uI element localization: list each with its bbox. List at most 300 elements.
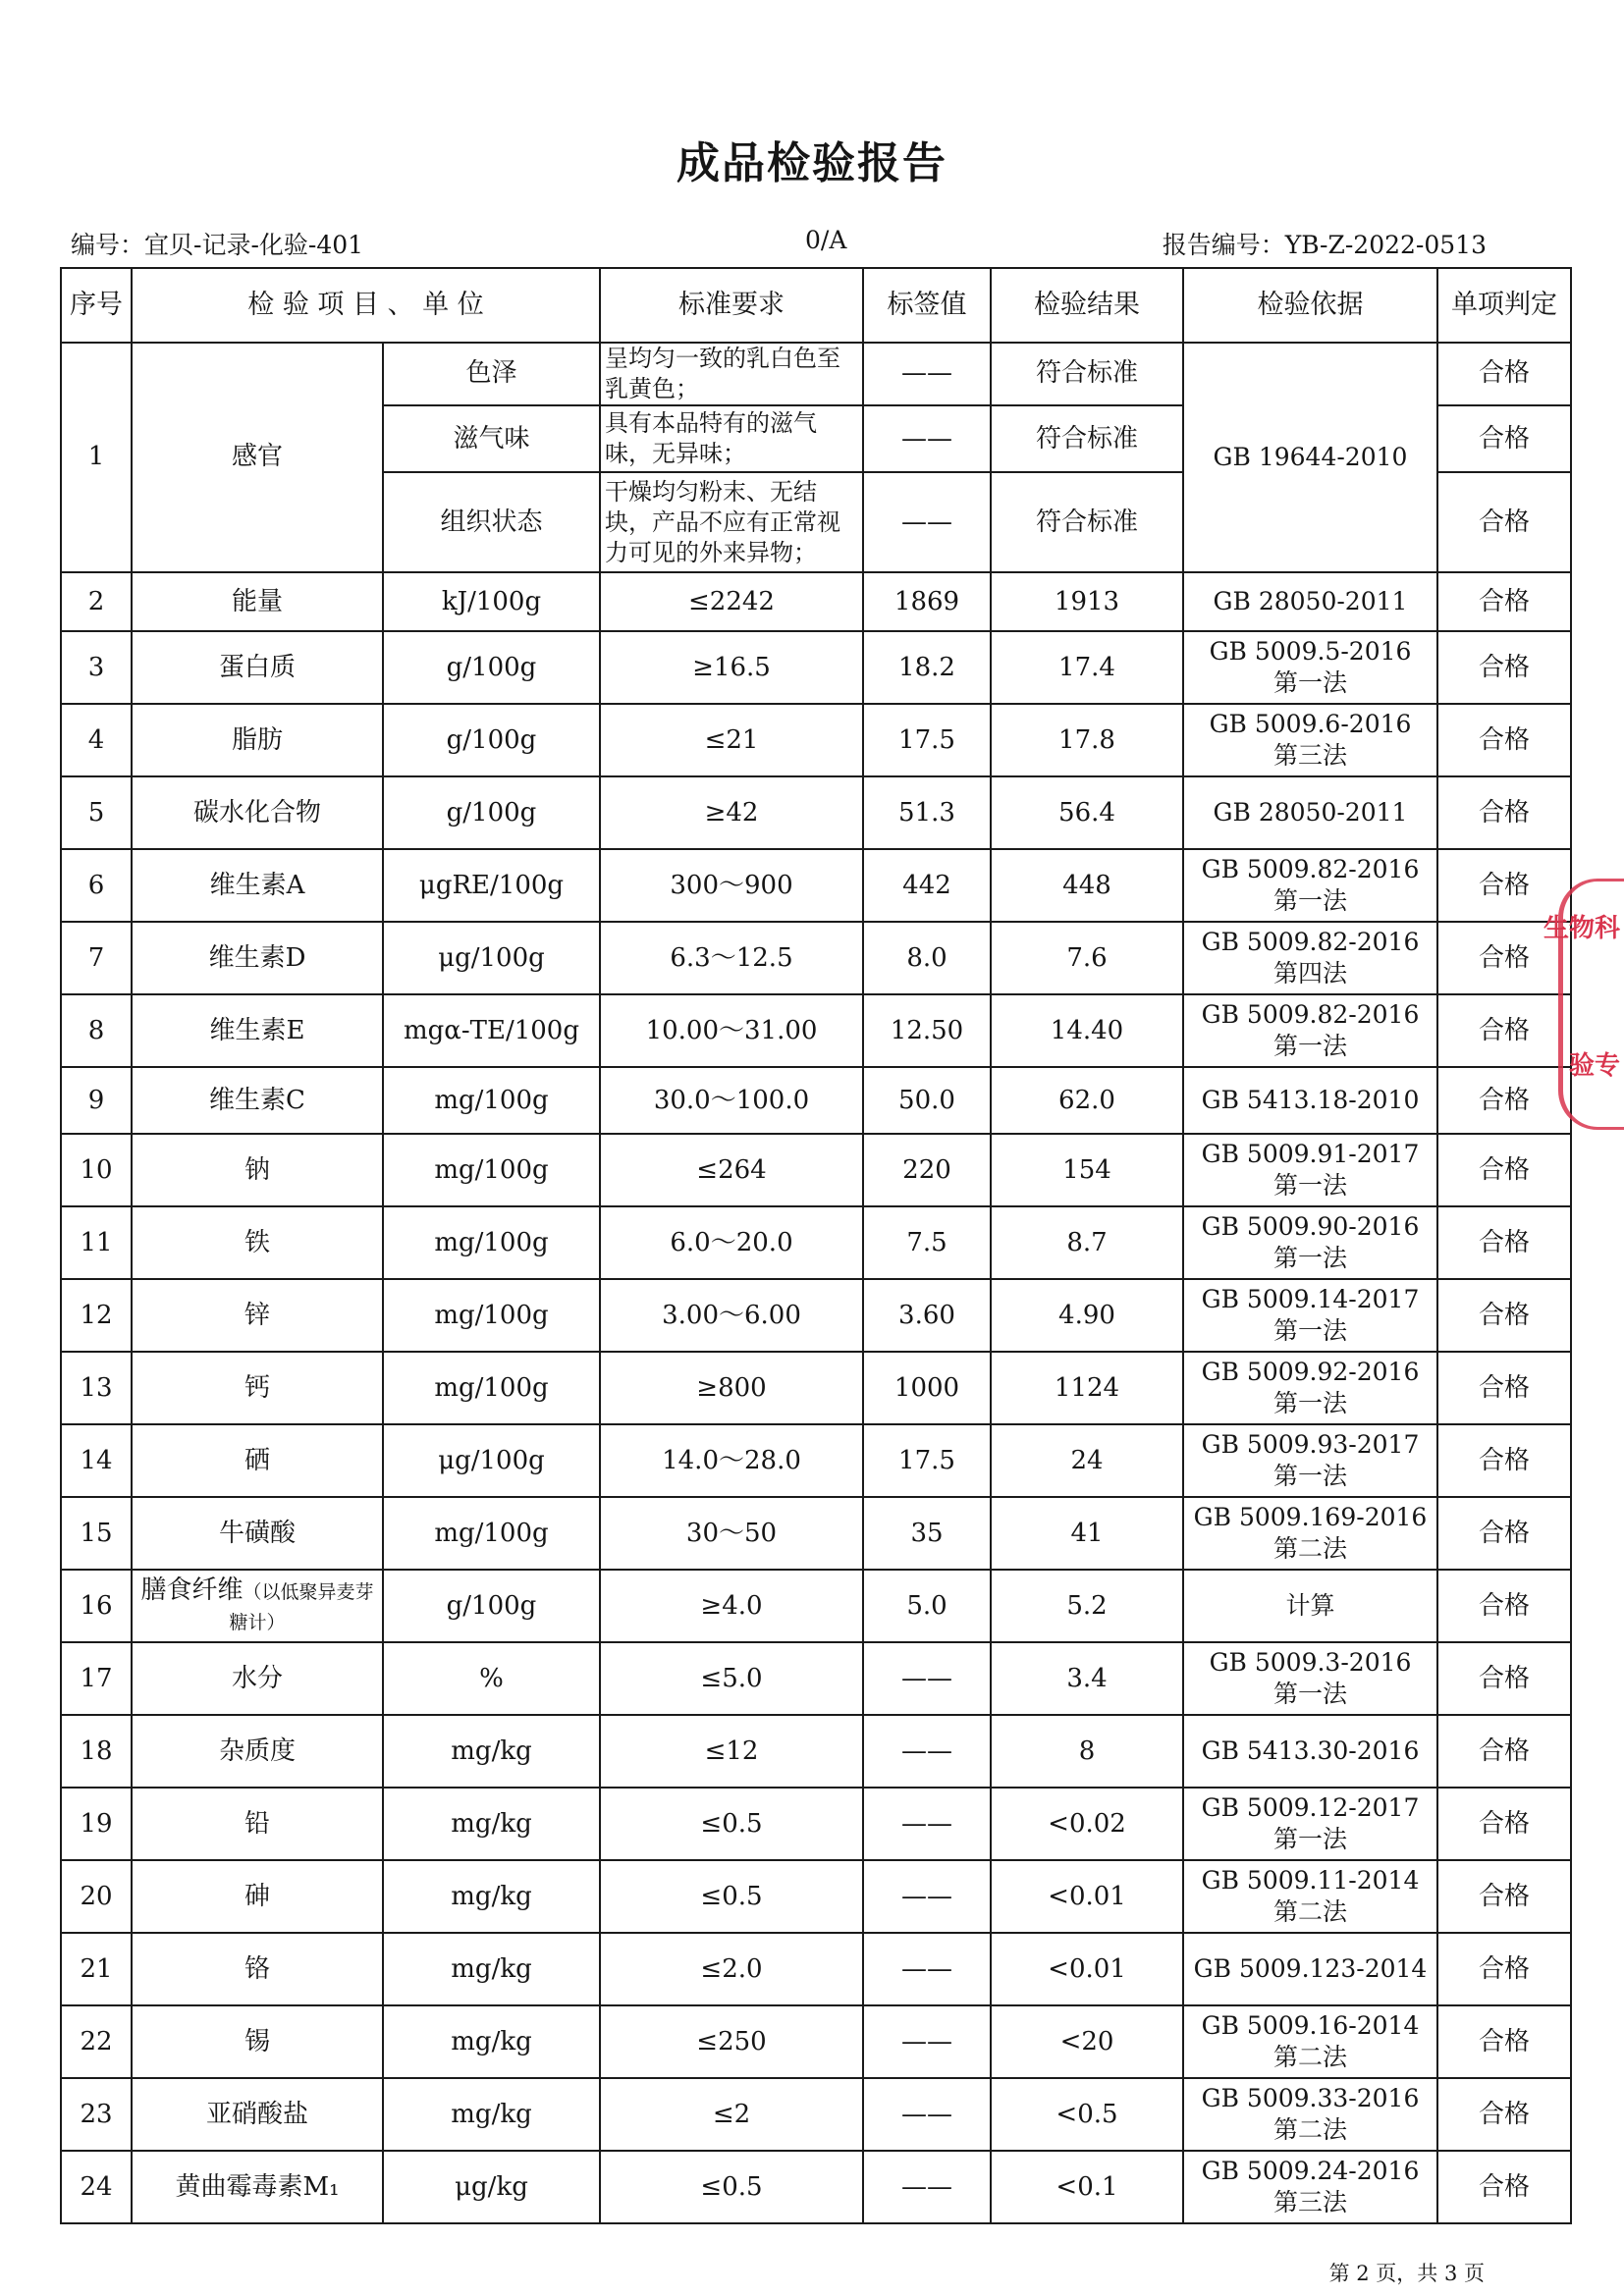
table-row [61, 1788, 1571, 1860]
row-basis-line: GB 5009.169-2016 [1193, 1502, 1428, 1531]
row-judgment: 合格 [1437, 631, 1571, 704]
row-item [132, 1352, 383, 1424]
row-seq: 17 [61, 1642, 132, 1715]
row-item [132, 1424, 383, 1497]
sensory-item: 感官 [132, 343, 383, 572]
row-basis-line: GB 5009.33-2016 [1201, 2083, 1420, 2112]
row-basis [1183, 776, 1437, 849]
row-result: 7.6 [991, 922, 1183, 994]
row-basis [1183, 922, 1437, 994]
row-item [132, 631, 383, 704]
row-label-value: —— [863, 1933, 991, 2005]
row-label-value: 17.5 [863, 704, 991, 776]
row-basis-line: 第二法 [1272, 2115, 1347, 2145]
row-unit: μg/kg [383, 2151, 600, 2223]
table-row [61, 1134, 1571, 1206]
row-item-name: 钙 [244, 1372, 270, 1403]
row-item-name: 铬 [244, 1953, 270, 1984]
row-unit: kJ/100g [383, 572, 600, 631]
row-label-value: —— [863, 1642, 991, 1715]
row-judgment: 合格 [1437, 1570, 1571, 1642]
col-header-result: 检验结果 [991, 268, 1183, 343]
row-item-name: 亚硝酸盐 [205, 2099, 308, 2129]
table-header-row [61, 268, 1571, 343]
row-result: 1124 [991, 1352, 1183, 1424]
row-unit: μg/100g [383, 1424, 600, 1497]
row-label-value: 1869 [863, 572, 991, 631]
row-basis-line: GB 5413.18-2010 [1201, 1086, 1420, 1115]
row-basis [1183, 2005, 1437, 2078]
row-item-name: 铁 [244, 1227, 270, 1257]
row-requirement: 14.0～28.0 [600, 1424, 863, 1497]
row-requirement: ≤12 [600, 1715, 863, 1788]
row-item-name: 脂肪 [231, 724, 283, 755]
row-item-name: 能量 [231, 586, 283, 616]
row-unit: mg/kg [383, 1933, 600, 2005]
row-basis-line: 第一法 [1272, 1244, 1347, 1273]
row-requirement: 3.00～6.00 [600, 1279, 863, 1352]
stamp-text-top: 生物科 [1543, 914, 1620, 943]
row-judgment: 合格 [1437, 1424, 1571, 1497]
row-basis [1183, 704, 1437, 776]
table-row [61, 1424, 1571, 1497]
row-basis-line: GB 5009.92-2016 [1201, 1357, 1420, 1386]
row-judgment: 合格 [1437, 922, 1571, 994]
row-judgment: 合格 [1437, 1067, 1571, 1134]
row-result: 5.2 [991, 1570, 1183, 1642]
row-basis-line: 第一法 [1272, 1316, 1347, 1346]
sensory-sub-flavor: 滋气味 [383, 405, 600, 472]
row-seq: 19 [61, 1788, 132, 1860]
row-basis [1183, 1067, 1437, 1134]
col-header-requirement: 标准要求 [600, 268, 863, 343]
table-row [61, 631, 1571, 704]
row-seq: 10 [61, 1134, 132, 1206]
row-requirement: ≤250 [600, 2005, 863, 2078]
row-requirement: ≤21 [600, 704, 863, 776]
sensory-label-color: —— [863, 343, 991, 405]
row-basis-line: 第一法 [1272, 1389, 1347, 1418]
row-basis-line: GB 5009.14-2017 [1201, 1284, 1420, 1313]
table-row [61, 1279, 1571, 1352]
row-item [132, 1134, 383, 1206]
row-judgment: 合格 [1437, 994, 1571, 1067]
row-unit: g/100g [383, 776, 600, 849]
row-judgment: 合格 [1437, 849, 1571, 922]
row-basis-line: GB 5009.11-2014 [1201, 1865, 1420, 1895]
row-item [132, 1933, 383, 2005]
row-unit: mg/100g [383, 1352, 600, 1424]
row-seq: 20 [61, 1860, 132, 1933]
row-item-name: 维生素C [209, 1085, 305, 1115]
row-seq: 13 [61, 1352, 132, 1424]
sensory-basis: GB 19644-2010 [1183, 343, 1437, 572]
row-item-name: 维生素E [209, 1015, 305, 1045]
sensory-req-color: 呈均匀一致的乳白色至乳黄色； [600, 343, 863, 405]
row-item-name: 维生素A [209, 870, 305, 900]
row-unit: mg/kg [383, 2005, 600, 2078]
record-number: 编号：宜贝-记录-化验-401 [71, 231, 364, 259]
row-unit: % [383, 1642, 600, 1715]
row-result: <0.01 [991, 1860, 1183, 1933]
version-number: 0/A [805, 226, 847, 254]
row-judgment: 合格 [1437, 1860, 1571, 1933]
row-basis-line: GB 28050-2011 [1213, 587, 1408, 616]
row-item-name: 杂质度 [218, 1735, 296, 1766]
row-basis [1183, 1424, 1437, 1497]
row-unit: mgα-TE/100g [383, 994, 600, 1067]
row-item [132, 849, 383, 922]
row-basis [1183, 1715, 1437, 1788]
row-basis-line: GB 5009.91-2017 [1201, 1139, 1420, 1168]
row-item [132, 1715, 383, 1788]
row-basis-line: 第一法 [1272, 668, 1347, 698]
row-judgment: 合格 [1437, 2078, 1571, 2151]
row-label-value: 442 [863, 849, 991, 922]
row-label-value: 8.0 [863, 922, 991, 994]
row-label-value: 7.5 [863, 1206, 991, 1279]
row-seq: 18 [61, 1715, 132, 1788]
row-basis-line: GB 5009.90-2016 [1201, 1211, 1420, 1241]
row-requirement: ≥42 [600, 776, 863, 849]
table-row [61, 922, 1571, 994]
row-label-value: 220 [863, 1134, 991, 1206]
row-basis-line: GB 5009.3-2016 [1209, 1647, 1412, 1677]
row-item-name: 水分 [231, 1663, 283, 1693]
row-item [132, 1860, 383, 1933]
row-basis-line: GB 5413.30-2016 [1201, 1736, 1420, 1766]
row-judgment: 合格 [1437, 1642, 1571, 1715]
table-row-sensory-color [61, 343, 1571, 405]
row-basis-line: GB 5009.5-2016 [1209, 636, 1412, 666]
table-row [61, 1067, 1571, 1134]
row-requirement: ≤2.0 [600, 1933, 863, 2005]
row-requirement: ≤264 [600, 1134, 863, 1206]
row-unit: mg/kg [383, 2078, 600, 2151]
row-basis [1183, 1788, 1437, 1860]
row-result: <0.01 [991, 1933, 1183, 2005]
row-label-value: —— [863, 2005, 991, 2078]
table-row [61, 849, 1571, 922]
row-basis [1183, 1933, 1437, 2005]
row-seq: 16 [61, 1570, 132, 1642]
row-label-value: —— [863, 1860, 991, 1933]
table-row [61, 1642, 1571, 1715]
row-requirement: ≤2 [600, 2078, 863, 2151]
row-judgment: 合格 [1437, 572, 1571, 631]
row-label-value: 35 [863, 1497, 991, 1570]
row-judgment: 合格 [1437, 2151, 1571, 2223]
row-basis-line: 第二法 [1272, 1897, 1347, 1927]
row-basis-line: GB 5009.16-2014 [1201, 2010, 1420, 2040]
row-result: 17.4 [991, 631, 1183, 704]
row-unit: g/100g [383, 1570, 600, 1642]
row-judgment: 合格 [1437, 1352, 1571, 1424]
table-row [61, 1933, 1571, 2005]
row-basis [1183, 572, 1437, 631]
row-requirement: 30～50 [600, 1497, 863, 1570]
row-requirement: ≤5.0 [600, 1642, 863, 1715]
table-row [61, 1715, 1571, 1788]
row-label-value: 18.2 [863, 631, 991, 704]
row-basis [1183, 2078, 1437, 2151]
row-unit: mg/kg [383, 1715, 600, 1788]
row-item-name: 砷 [244, 1881, 270, 1911]
row-item [132, 994, 383, 1067]
col-header-basis: 检验依据 [1183, 268, 1437, 343]
row-label-value: —— [863, 1715, 991, 1788]
row-seq: 2 [61, 572, 132, 631]
row-result: 8 [991, 1715, 1183, 1788]
row-requirement: ≤0.5 [600, 1860, 863, 1933]
row-item [132, 776, 383, 849]
row-item-name: 牛磺酸 [218, 1518, 296, 1548]
row-seq: 11 [61, 1206, 132, 1279]
report-number: 报告编号：YB-Z-2022-0513 [1162, 231, 1487, 259]
row-requirement: 6.0～20.0 [600, 1206, 863, 1279]
row-item [132, 1279, 383, 1352]
sensory-sub-color: 色泽 [383, 343, 600, 405]
row-seq: 8 [61, 994, 132, 1067]
row-basis [1183, 1642, 1437, 1715]
row-item-name: 锡 [244, 2026, 270, 2056]
row-basis [1183, 1352, 1437, 1424]
row-basis [1183, 1279, 1437, 1352]
row-seq: 6 [61, 849, 132, 922]
row-item-name: 硒 [244, 1445, 270, 1475]
row-basis [1183, 1206, 1437, 1279]
table-row [61, 572, 1571, 631]
row-basis-line: GB 5009.82-2016 [1201, 927, 1420, 956]
row-label-value: 3.60 [863, 1279, 991, 1352]
row-label-value: —— [863, 2078, 991, 2151]
row-item [132, 1788, 383, 1860]
row-result: 56.4 [991, 776, 1183, 849]
row-basis-line: 第一法 [1272, 1825, 1347, 1854]
row-result: <0.5 [991, 2078, 1183, 2151]
stamp-text-bottom: 验专 [1568, 1051, 1620, 1081]
row-label-value: —— [863, 2151, 991, 2223]
row-result: 62.0 [991, 1067, 1183, 1134]
sensory-result-color: 符合标准 [991, 343, 1183, 405]
row-basis [1183, 631, 1437, 704]
row-result: 3.4 [991, 1642, 1183, 1715]
sensory-seq: 1 [61, 343, 132, 572]
row-judgment: 合格 [1437, 1206, 1571, 1279]
row-result: 8.7 [991, 1206, 1183, 1279]
row-unit: mg/100g [383, 1497, 600, 1570]
row-result: <0.1 [991, 2151, 1183, 2223]
row-item [132, 1570, 383, 1642]
row-basis-line: GB 28050-2011 [1213, 798, 1408, 828]
row-result: 4.90 [991, 1279, 1183, 1352]
row-requirement: ≤0.5 [600, 1788, 863, 1860]
row-judgment: 合格 [1437, 1788, 1571, 1860]
row-label-value: 50.0 [863, 1067, 991, 1134]
inspection-table [60, 267, 1572, 2224]
col-header-seq: 序号 [61, 268, 132, 343]
row-judgment: 合格 [1437, 1933, 1571, 2005]
row-item-name: 膳食纤维 [140, 1575, 244, 1605]
sensory-sub-texture: 组织状态 [383, 472, 600, 572]
row-judgment: 合格 [1437, 1134, 1571, 1206]
row-basis [1183, 849, 1437, 922]
table-row [61, 1206, 1571, 1279]
sensory-req-flavor: 具有本品特有的滋气味，无异味； [600, 405, 863, 472]
row-basis-line: GB 5009.12-2017 [1201, 1792, 1420, 1822]
row-item-name: 蛋白质 [218, 652, 296, 682]
row-basis-line: 第三法 [1272, 2188, 1347, 2217]
row-unit: μgRE/100g [383, 849, 600, 922]
table-body [61, 343, 1571, 2223]
row-requirement: 30.0～100.0 [600, 1067, 863, 1134]
col-header-item-unit: 检 验 项 目 、 单 位 [132, 268, 600, 343]
row-result: 448 [991, 849, 1183, 922]
row-basis-line: 第二法 [1272, 1534, 1347, 1564]
row-requirement: ≤0.5 [600, 2151, 863, 2223]
row-item [132, 2005, 383, 2078]
table-row [61, 1860, 1571, 1933]
row-basis-line: GB 5009.6-2016 [1209, 709, 1412, 738]
sensory-result-texture: 符合标准 [991, 472, 1183, 572]
row-unit: μg/100g [383, 922, 600, 994]
row-seq: 15 [61, 1497, 132, 1570]
table-row [61, 994, 1571, 1067]
row-requirement: 300～900 [600, 849, 863, 922]
table-row [61, 704, 1571, 776]
row-unit: g/100g [383, 704, 600, 776]
sensory-judgment-flavor: 合格 [1437, 405, 1571, 472]
row-item-note: （以低聚异麦芽糖计） [229, 1580, 374, 1634]
row-basis-line: GB 5009.82-2016 [1201, 854, 1420, 883]
row-seq: 5 [61, 776, 132, 849]
sensory-req-texture: 干燥均匀粉末、无结块，产品不应有正常视力可见的外来异物； [600, 472, 863, 572]
table-row [61, 1570, 1571, 1642]
sensory-label-texture: —— [863, 472, 991, 572]
row-basis [1183, 994, 1437, 1067]
row-requirement: ≥16.5 [600, 631, 863, 704]
row-result: 24 [991, 1424, 1183, 1497]
row-basis-line: 第二法 [1272, 2043, 1347, 2072]
row-item-name: 钠 [244, 1154, 270, 1185]
row-judgment: 合格 [1437, 776, 1571, 849]
row-item [132, 1206, 383, 1279]
row-basis [1183, 1134, 1437, 1206]
row-seq: 24 [61, 2151, 132, 2223]
row-item [132, 572, 383, 631]
row-unit: mg/100g [383, 1134, 600, 1206]
row-unit: mg/kg [383, 1860, 600, 1933]
row-unit: g/100g [383, 631, 600, 704]
row-requirement: 6.3～12.5 [600, 922, 863, 994]
row-result: 17.8 [991, 704, 1183, 776]
row-result: <20 [991, 2005, 1183, 2078]
row-item-name: 锌 [244, 1300, 270, 1330]
row-label-value: —— [863, 1788, 991, 1860]
table-row [61, 2078, 1571, 2151]
row-unit: mg/kg [383, 1788, 600, 1860]
col-header-label-value: 标签值 [863, 268, 991, 343]
row-label-value: 51.3 [863, 776, 991, 849]
row-basis-line: 计算 [1285, 1591, 1335, 1621]
table-row [61, 2005, 1571, 2078]
row-judgment: 合格 [1437, 2005, 1571, 2078]
row-item [132, 1067, 383, 1134]
row-label-value: 17.5 [863, 1424, 991, 1497]
row-basis-line: GB 5009.82-2016 [1201, 999, 1420, 1029]
row-item [132, 922, 383, 994]
row-judgment: 合格 [1437, 1497, 1571, 1570]
row-seq: 22 [61, 2005, 132, 2078]
table-row [61, 1352, 1571, 1424]
row-basis [1183, 1570, 1437, 1642]
sensory-label-flavor: —— [863, 405, 991, 472]
sensory-judgment-color: 合格 [1437, 343, 1571, 405]
row-requirement: 10.00～31.00 [600, 994, 863, 1067]
row-result: 1913 [991, 572, 1183, 631]
row-seq: 14 [61, 1424, 132, 1497]
row-item [132, 1642, 383, 1715]
row-result: 41 [991, 1497, 1183, 1570]
row-basis-line: 第三法 [1272, 741, 1347, 771]
row-result: <0.02 [991, 1788, 1183, 1860]
row-item-name: 碳水化合物 [192, 797, 321, 828]
row-seq: 21 [61, 1933, 132, 2005]
row-basis [1183, 1860, 1437, 1933]
row-label-value: 12.50 [863, 994, 991, 1067]
row-judgment: 合格 [1437, 1279, 1571, 1352]
row-basis-line: 第一法 [1272, 1680, 1347, 1709]
row-label-value: 1000 [863, 1352, 991, 1424]
row-unit: mg/100g [383, 1067, 600, 1134]
row-basis [1183, 2151, 1437, 2223]
row-judgment: 合格 [1437, 704, 1571, 776]
row-basis-line: GB 5009.24-2016 [1201, 2156, 1420, 2185]
row-result: 14.40 [991, 994, 1183, 1067]
col-header-judgment: 单项判定 [1437, 268, 1571, 343]
row-item [132, 2151, 383, 2223]
row-unit: mg/100g [383, 1206, 600, 1279]
row-label-value: 5.0 [863, 1570, 991, 1642]
row-basis-line: 第一法 [1272, 1462, 1347, 1491]
row-item-name: 维生素D [208, 942, 306, 973]
report-title: 成品检验报告 [677, 138, 947, 188]
row-result: 154 [991, 1134, 1183, 1206]
table-row [61, 2151, 1571, 2223]
row-seq: 7 [61, 922, 132, 994]
row-basis [1183, 1497, 1437, 1570]
row-seq: 4 [61, 704, 132, 776]
row-item-name: 铅 [244, 1808, 270, 1839]
row-requirement: ≥4.0 [600, 1570, 863, 1642]
row-seq: 12 [61, 1279, 132, 1352]
row-basis-line: 第一法 [1272, 1171, 1347, 1201]
row-requirement: ≤2242 [600, 572, 863, 631]
row-item [132, 2078, 383, 2151]
row-item [132, 704, 383, 776]
row-basis-line: GB 5009.123-2014 [1193, 1954, 1428, 1984]
sensory-result-flavor: 符合标准 [991, 405, 1183, 472]
row-seq: 3 [61, 631, 132, 704]
row-seq: 9 [61, 1067, 132, 1134]
table-row [61, 776, 1571, 849]
row-basis-line: 第四法 [1272, 959, 1347, 988]
sensory-judgment-texture: 合格 [1437, 472, 1571, 572]
table-row [61, 1497, 1571, 1570]
row-judgment: 合格 [1437, 1715, 1571, 1788]
row-seq: 23 [61, 2078, 132, 2151]
page-number: 第 2 页，共 3 页 [1328, 2262, 1485, 2285]
